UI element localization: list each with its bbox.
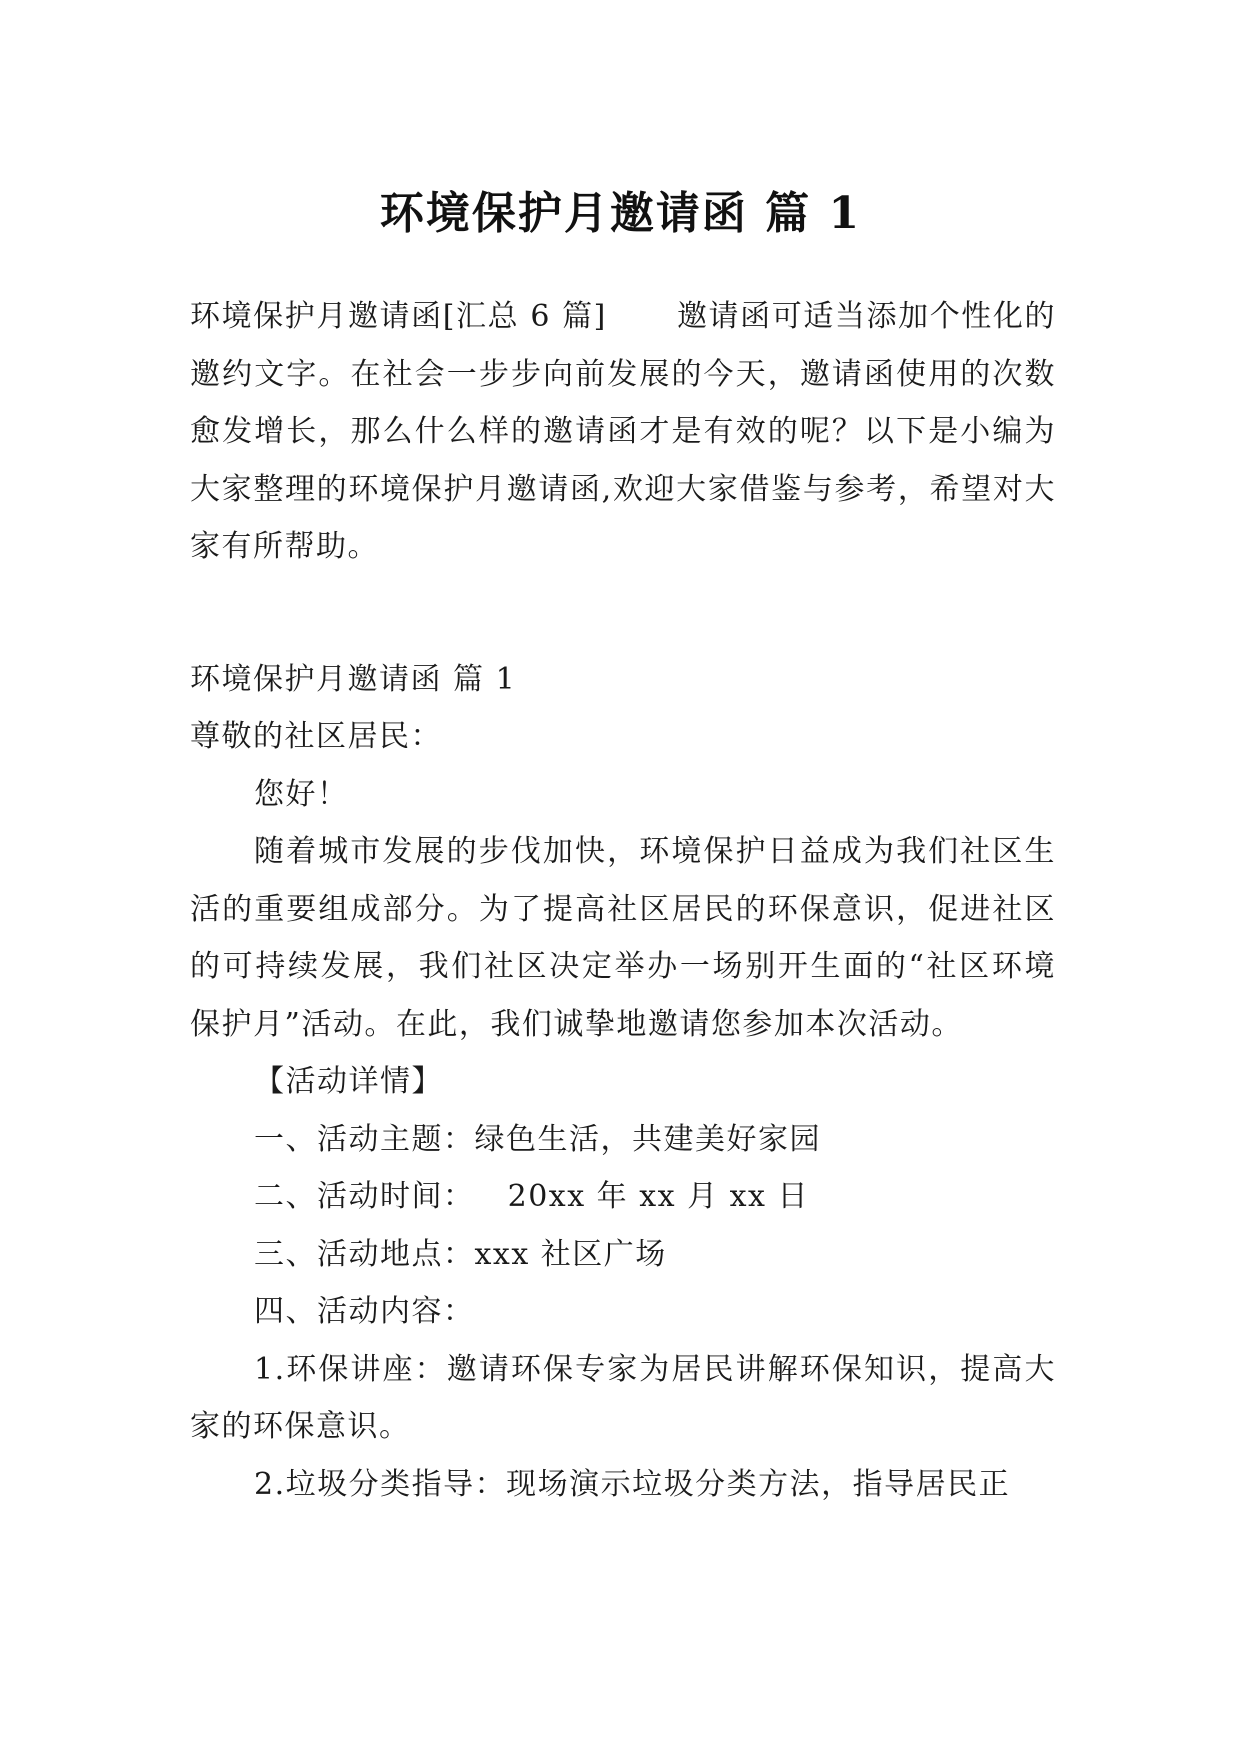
intro-text: 邀请函可适当添加个性化的邀约文字。在社会一步步向前发展的今天，邀请函使用的次数愈发增长，那么什么样的邀请函才是有效的呢？以下是小编为大家整理的环境保护月邀请函,欢迎大家借鉴与参考，希望对大家有所帮助。	[190, 299, 1056, 564]
detail-location: 三、活动地点：xxx 社区广场	[254, 1236, 667, 1272]
detail-time: 二、活动时间： 20xx 年 xx 月 xx 日	[254, 1179, 809, 1214]
section-heading: 环境保护月邀请函 篇 1	[190, 661, 517, 697]
intro-paragraph	[190, 288, 1056, 576]
document-body	[190, 288, 1056, 1513]
content-item-1: 1.环保讲座：邀请环保专家为居民讲解环保知识，提高大家的环保意识。	[190, 1351, 1056, 1444]
page-title: 环境保护月邀请函 篇 1	[379, 188, 862, 240]
body-paragraph-1: 随着城市发展的步伐加快，环境保护日益成为我们社区生活的重要组成部分。为了提高社区居民的环保意识，促进社区的可持续发展，我们社区决定举办一场别开生面的“社区环境保护月”活动。在此，我们诚挚地邀请您参加本次活动。	[190, 834, 1056, 1042]
greeting: 您好！	[254, 776, 349, 812]
salutation: 尊敬的社区居民：	[190, 719, 442, 754]
detail-theme: 一、活动主题：绿色生活，共建美好家园	[254, 1121, 821, 1157]
details-heading: 【活动详情】	[254, 1064, 443, 1099]
intro-source-title: 环境保护月邀请函[汇总 6 篇]	[190, 299, 607, 334]
detail-content: 四、活动内容：	[254, 1294, 475, 1329]
content-item-2: 2.垃圾分类指导：现场演示垃圾分类方法，指导居民正	[254, 1466, 1011, 1502]
